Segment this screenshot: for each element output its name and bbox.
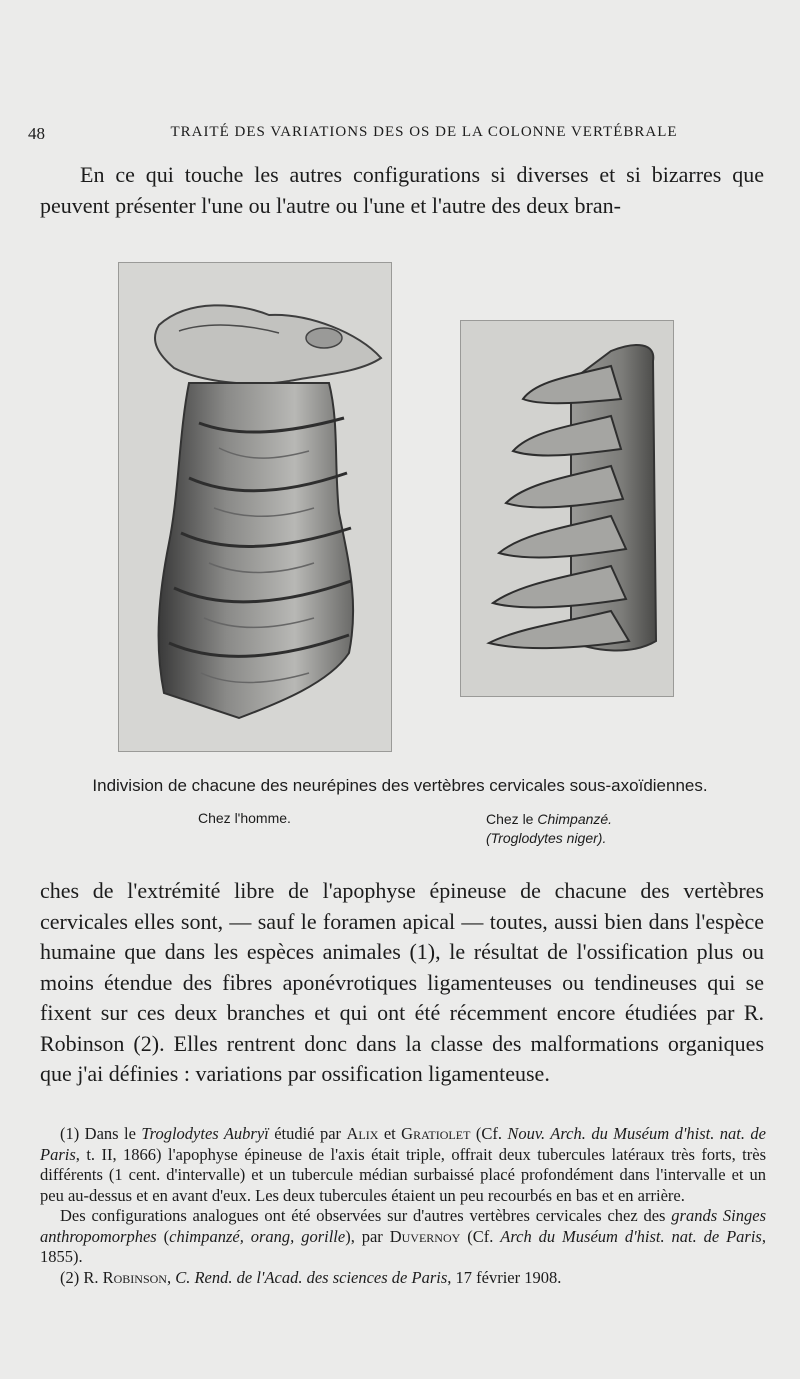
fn-text: (2) R. [60,1267,103,1287]
fn-text: (1) Dans le [60,1124,142,1143]
footnote-1 [40,1124,766,1206]
fn-text: , [166,1267,176,1287]
fn-text: étudié par [268,1124,347,1143]
fn-author: Gratiolet [401,1124,471,1143]
fn-italic: Troglodytes Aubryï [141,1124,269,1143]
fn-italic: Arch du Muséum d'hist. nat. de Paris [500,1226,762,1246]
figure-label-chimpanzee [486,810,612,848]
page-number: 48 [28,124,45,143]
footnotes [40,1124,766,1288]
fn-text: , 17 février 1908. [447,1267,562,1287]
fn-italic: Nouv. Arch. du Muséum d'hist. nat. de Paris [40,1124,767,1164]
label-species: Chimpanzé. [537,811,613,827]
figure-chimpanzee-spine [460,320,674,697]
human-spine-illustration [119,263,391,751]
figure-label-human: Chez l'homme. [198,810,291,826]
fn-author: Duvernoy [389,1226,461,1246]
running-title: TRAITÉ DES VARIATIONS DES OS DE LA COLONNE VERTÉBRALE [170,124,678,140]
footnote-2 [40,1268,766,1289]
fn-text: , t. II, 1866) l'apophyse épineuse de l'axis était triple, offrait deux tubercules latéraux très forts, très différents (1 cent. d'intervalle) et un tubercule médian surbaissé placé profondément dans l'intervalle et un peu au-dessus et en avant d'eux. Les deux tubercules étaient un peu recourbés en bas et en arrière. [40,1144,766,1205]
paragraph-intro: En ce qui touche les autres configurations si diverses et si bizarres que peuvent présenter l'une ou l'autre ou l'une et l'autre des deux bran- [40,162,764,218]
fn-text: Des configurations analogues ont été observées sur d'autres vertèbres cervicales chez des [60,1206,672,1225]
label-latin-name: (Troglodytes niger). [486,830,607,846]
fn-text: ( [156,1226,170,1246]
footnote-1-continued [40,1206,766,1268]
fn-text: et [378,1124,402,1143]
figure-caption: Indivision de chacune des neurépines des vertèbres cervicales sous-axoïdiennes. [92,776,708,795]
fn-text: (Cf. [470,1124,508,1143]
paragraph-main: ches de l'extrémité libre de l'apophyse épineuse de chacune des vertèbres cervicales elles sont, — sauf le foramen apical — toutes, aussi bien dans l'espèce humaine que dans les espèces animales (1), le résultat de l'ossification plus ou moins étendue des fibres aponévrotiques ligamenteuses ou tendineuses qui se fixent sur ces deux branches et qui ont été récemment encore étudiées par R. Robinson (2). Elles rentrent donc dans la classe des malformations organiques que j'ai définies : variations par ossification ligamenteuse. [40,878,764,1086]
fn-text: ), par [345,1226,390,1246]
figure-human-spine [118,262,392,752]
chimpanzee-spine-illustration [461,321,673,696]
fn-italic: grands Singes anthropomorphes [40,1206,766,1246]
fn-italic: chimpanzé, orang, gorille [169,1226,346,1246]
fn-author: Alix [346,1124,379,1143]
label-prefix: Chez le [486,811,538,827]
fn-author: Robinson [102,1267,167,1287]
fn-text: (Cf. [460,1226,501,1246]
fn-italic: C. Rend. de l'Acad. des sciences de Paris [175,1267,448,1287]
fn-text: , 1855). [40,1226,766,1266]
